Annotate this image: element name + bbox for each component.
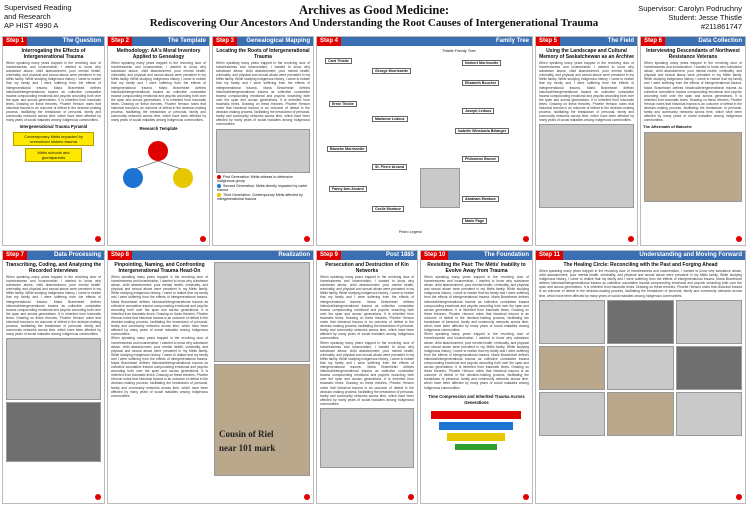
photo-2 [607,300,673,344]
panel-data-processing [2,250,105,504]
student-id: #211861747 [700,22,742,31]
step-label: Step 9 [317,251,341,260]
panel-title: Data Collection [665,37,745,46]
diagram-bar-1 [431,411,521,419]
panel-field [535,36,638,246]
step-label: Step 5 [536,37,560,46]
tree-card-thistle: Card Thistle [325,58,352,64]
photo-6 [676,346,742,390]
tree-philomene: Philomene Brunet [462,156,499,162]
panel-title: The Field [560,37,637,46]
step-label: Step 3 [213,37,237,46]
panel-subtitle: Persecution and Destruction of Kin Networks [325,262,409,274]
marker-dot [95,236,101,242]
diagram-bar-3 [447,433,505,441]
panel-body-text: When speaking many years trapped in the revolving door of homelessness and incarceration, I wanted to know why substance abuse, child abandonment, poor mental health, criminality, and physical and sexual abuse were prevalent in my Métis family. While studying Indigenous history, I came to realize that my family and I were suffering from the effects of intergenerational trauma. Maria Braveheart defines historical/intergenerational trauma as collective cumulative trauma compounding emotional and psychic wounding both over the span and across generations. It is inherited from traumatic times. Drawing on these theories, Phoebe Henson notes that historical trauma is an outcome of defeat in the decision-making process, facilitating the breakdown of personal, family and community networks across time, which have been affected by many years of social maladies among Indigenous communities. [6,275,101,337]
panel-body-text-2: When speaking many years trapped in the revolving door of homelessness and incarceration, I wanted to know why substance abuse, child abandonment, poor mental health, criminality, and physical and sexual abuse were prevalent in my Métis family. While studying Indigenous history, I came to realize that my family and I were suffering from the effects of intergenerational trauma. Maria Braveheart defines historical/intergenerational trauma as collective cumulative trauma compounding emotional and psychic wounding both over the span and across generations. It is inherited from traumatic times. Drawing on these theories, Phoebe Henson notes that historical trauma is an outcome of defeat in the decision-making process, facilitating the breakdown of personal, family and community networks across time, which have been affected by many years of social maladies among Indigenous communities. [111,336,208,398]
tree-legend: Pedro Legend [399,230,422,234]
marker-dot [628,236,634,242]
photo-3 [676,300,742,344]
tree-cecile: Cecile Montour [372,206,404,212]
marker-dot [200,236,206,242]
diagram-bar-4 [455,444,497,450]
tree-blanche: Blanche Morrissette [327,146,367,152]
tree-isabelle: Isabelle Winslow/a Bélanger [455,128,509,134]
panel-body-text-2: When speaking many years trapped in the revolving door of homelessness and incarceration, I wanted to know why substance abuse, child abandonment, poor mental health, criminality, and physical and sexual abuse were prevalent in my Métis family. While studying Indigenous history, I came to realize that my family and I were suffering from the effects of intergenerational trauma. Maria Braveheart defines historical/intergenerational trauma as collective cumulative trauma compounding emotional and psychic wounding both over the span and across generations. It is inherited from traumatic times. Drawing on these theories, Phoebe Henson notes that historical trauma is an outcome of defeat in the decision-making process, facilitating the breakdown of personal, family and community networks across time, which have been affected by many years of social maladies among Indigenous communities. [320,340,414,406]
panel-question [2,36,105,246]
panel-subtitle: Revisiting the Past: The Métis' Inability to Evolve Away from Trauma [427,262,526,274]
panel-title: The Foundation [448,251,532,260]
marker-dot [304,494,310,500]
panel-body-text: When speaking many years trapped in the revolving door of homelessness and incarceration, I wanted to know why substance abuse, child abandonment, poor mental health, criminality, and physical and sexual abuse were prevalent in my Métis family. While studying Indigenous history, I came to realize that my family and I were suffering from the effects of intergenerational trauma. Maria Braveheart defines historical/intergenerational trauma as collective cumulative trauma compounding emotional and psychic wounding both over the span and across generations. It is inherited from traumatic times. Drawing on these theories, Phoebe Henson notes that historical trauma is an outcome of defeat in the decision-making process, facilitating the breakdown of personal, family and community networks across time, which have been affected by many years of social maladies among Indigenous communities. [111,61,206,123]
marker-dot [523,236,529,242]
photo-grid [536,298,745,438]
panel-body-text: When speaking many years trapped in the revolving door of homelessness and incarceration, I wanted to know why substance abuse, child abandonment, poor mental health, criminality, and physical and sexual abuse were prevalent in my Métis family. While studying Indigenous history, I came to realize that my family and I were suffering from the effects of intergenerational trauma. Maria Braveheart defines historical/intergenerational trauma as collective cumulative trauma compounding emotional and psychic wounding both over the span and across generations. It is inherited from traumatic times. Drawing on these theories, Phoebe Henson notes that historical trauma is an outcome of defeat in the decision-making process, facilitating the breakdown of personal, family and community networks across time, which have been affected by many years of social maladies among Indigenous communities. [216,61,310,127]
supervisor-name: Supervisor: Carolyn Podruchny [638,4,742,13]
realization-photo-1 [214,262,310,362]
pyramid-layer-top: Contemporary Métis impacted by unresolved historic trauma [13,132,94,146]
legend-third-generation: Third Generation: Contemporary Métis affected by intergenerational trauma [217,192,303,202]
panel-subtitle: Pinpointing, Naming, and Confronting Intergenerational Trauma Head-On [114,262,205,274]
panel-title: Post 1885 [341,251,417,260]
time-compression-diagram [421,407,532,453]
course-line-3: AP HIST 4990 A [4,21,59,30]
tree-elizabeth: Elizabeth Boucher [462,80,499,86]
pyramid-layer-bottom: Métis schools and grandparents [25,148,82,162]
course-line-1: Supervised Reading [4,3,72,12]
panel-data-collection [640,36,746,246]
diagram-title: Time Compression and Inherited Trauma Across Generations [428,393,525,405]
panel-subtitle: Methodology: AA's Moral Inventory Applied to Genealogy [116,48,201,60]
panel-foundation [420,250,533,504]
diagram-bar-2 [439,422,513,430]
template-node-top [148,141,168,161]
panel-body-text-2: When speaking many years trapped in the revolving door of homelessness and incarceration, I wanted to know why substance abuse, child abandonment, poor mental health, criminality, and physical and sexual abuse were prevalent in my Métis family. While studying Indigenous history, I came to realize that my family and I were suffering from the effects of intergenerational trauma. Maria Braveheart defines historical/intergenerational trauma as collective cumulative trauma compounding emotional and psychic wounding both over the span and across generations. It is inherited from traumatic times. Drawing on these theories, Phoebe Henson notes that historical trauma is an outcome of defeat in the decision-making process, facilitating the breakdown of personal, family and community networks across time, which have been affected by many years of social maladies among Indigenous communities. [424,332,529,390]
poster-subtitle: Rediscovering Our Ancestors And Understanding the Root Causes of Intergenerational Trauma [149,17,599,29]
template-caption: Research Template [139,126,178,132]
panel-genealogical-mapping [212,36,314,246]
tree-george: George Morrissette [372,68,411,74]
panel-title: The Template [132,37,209,46]
panel-title: Genealogical Mapping [237,37,313,46]
author-info [638,4,742,31]
panel-title: The Question [27,37,104,46]
photo-9 [676,392,742,436]
panel-body-text: When speaking many years trapped in the revolving door of homelessness and incarceration, I wanted to know why substance abuse, child abandonment, poor mental health, criminality, and physical and sexual abuse were prevalent in my Métis family. While studying Indigenous history, I came to realize that my family and I were suffering from the effects of intergenerational trauma. Maria Braveheart defines historical/intergenerational trauma as collective cumulative trauma compounding emotional and psychic wounding both over the span and across generations. It is inherited from traumatic times. Drawing on these theories, Phoebe Henson notes that historical trauma is an outcome of defeat in the decision-making process, facilitating the breakdown of personal, family and community networks across time, which have been affected by many years of social maladies among Indigenous communities. [424,275,529,333]
processing-photo-1 [6,338,101,400]
panel-title: Data Processing [27,251,104,260]
tree-marie: Marie Page [462,218,487,224]
panel-body-text: When speaking many years trapped in the revolving door of homelessness and incarceration, I wanted to know why substance abuse, child abandonment, poor mental health, criminality, and physical and sexual abuse were prevalent in my Métis family. While studying Indigenous history, I came to realize that my family and I were suffering from the effects of intergenerational trauma. Maria Braveheart defines historical/intergenerational trauma as collective cumulative trauma compounding emotional and psychic wounding both over the span and across generations. It is inherited from traumatic times. Drawing on these theories, Phoebe Henson notes that historical trauma is an outcome of defeat in the decision-making process, facilitating the breakdown of personal, family and community networks across time, which have been affected by many years of social maladies among Indigenous communities. [539,269,742,298]
riel-headstone-photo [214,364,310,476]
photo-8 [607,392,673,436]
panel-body-text: When speaking many years trapped in the revolving door of homelessness and incarceration, I wanted to know why substance abuse, child abandonment, poor mental health, criminality, and physical and sexual abuse were prevalent in my Métis family. While studying Indigenous history, I came to realize that my family and I were suffering from the effects of intergenerational trauma. Maria Braveheart defines historical/intergenerational trauma as collective cumulative trauma compounding emotional and psychic wounding both over the span and across generations. It is inherited from traumatic times. Drawing on these theories, Phoebe Henson notes that historical trauma is an outcome of defeat in the decision-making process, facilitating the breakdown of personal, family and community networks across time, which have been affected by many years of social maladies among Indigenous communities. [539,61,634,123]
panel-body-text: When speaking many years trapped in the revolving door of homelessness and incarceration, I wanted to know why substance abuse, child abandonment, poor mental health, criminality, and physical and sexual abuse were prevalent in my Métis family. While studying Indigenous history, I came to realize that my family and I were suffering from the effects of intergenerational trauma. Maria Braveheart defines historical/intergenerational trauma as collective cumulative trauma compounding emotional and psychic wounding both over the span and across generations. It is inherited from traumatic times. Drawing on these theories, Phoebe Henson notes that historical trauma is an outcome of defeat in the decision-making process, facilitating the breakdown of personal, family and community networks across time, which have been affected by many years of social maladies among Indigenous communities. [320,275,414,341]
panel-subtitle: Locating the Roots of Intergenerational Trauma [216,48,310,60]
tree-joseph: Joseph Ledoux [462,108,494,114]
tree-st-pierre: St. Pierre Arcand [372,164,407,170]
marker-dot [523,494,529,500]
tree-abraham: Abraham Montour [462,196,499,202]
panel-subtitle: Interviewing Descendants of Northwest Resistance Veterans [646,48,740,60]
tree-subtitle: Thistle Family Tree [442,48,476,53]
photo-7 [539,392,605,436]
panel-post-1885 [316,250,418,504]
photo-5 [607,346,673,390]
pyramid-caption: Intergenerational Trauma Pyramid [19,124,88,130]
student-name: Student: Jesse Thistle [668,13,742,22]
marker-dot [95,494,101,500]
legend-first-generation: First Generation: Métis witness to defensive Indigenous group [217,174,293,184]
panel-realization [107,250,314,504]
step-label: Step 11 [536,251,563,260]
panel-family-tree [316,36,533,246]
photo-caption: The Aftermath of Batoche [643,124,692,130]
family-tree-diagram [317,46,532,245]
panel-subtitle: Transcribing, Coding, and Analyzing the Recorded Interviews [5,262,102,274]
panel-body-text: When speaking many years trapped in the revolving door of homelessness and incarceration, I wanted to know why substance abuse, child abandonment, poor mental health, criminality, and physical and sexual abuse were prevalent in my Métis family. While studying Indigenous history, I came to realize that my family and I were suffering from the effects of intergenerational trauma. Maria Braveheart defines historical/intergenerational trauma as collective cumulative trauma compounding emotional and psychic wounding both over the span and across generations. It is inherited from traumatic times. Drawing on these theories, Phoebe Henson notes that historical trauma is an outcome of defeat in the decision-making process, facilitating the breakdown of personal, family and community networks across time, which have been affected by many years of social maladies among Indigenous communities. [644,61,742,123]
batoche-photo [644,132,742,202]
panel-title: Understanding and Moving Forward [563,251,745,260]
template-node-left [123,168,143,188]
headstone-caption-1: Cousin of Riel [219,429,274,439]
post-1885-photo [320,408,414,468]
marker-dot [304,236,310,242]
panel-title: Family Tree [341,37,532,46]
panel-subtitle: Using the Landscape and Cultural Memory of Saskatchewan as an Archive [539,48,634,60]
photo-4 [539,346,605,390]
panel-body-text: When speaking many years trapped in the revolving door of homelessness and incarceration, I wanted to know why substance abuse, child abandonment, poor mental health, criminality, and physical and sexual abuse were prevalent in my Métis family. While studying Indigenous history, I came to realize that my family and I were suffering from the effects of intergenerational trauma. Maria Braveheart defines historical/intergenerational trauma as collective cumulative trauma compounding emotional and psychic wounding both over the span and across generations. It is inherited from traumatic times. Drawing on these theories, Phoebe Henson notes that historical trauma is an outcome of defeat in the decision-making process, facilitating the breakdown of personal, family and community networks across time, which have been affected by many years of social maladies among Indigenous communities. [111,275,208,337]
panel-template [107,36,210,246]
template-node-right [173,168,193,188]
processing-photo-2 [6,402,101,462]
legend-second-generation: Second Generation: Métis directly impacted by cartel trauma [217,183,308,193]
photo-1 [539,300,605,344]
step-label: Step 1 [3,37,27,46]
step-label: Step 4 [317,37,341,46]
research-template-diagram [108,133,209,193]
tree-marianne: Marianne Ledoux [372,116,408,122]
step-label: Step 2 [108,37,132,46]
step-label: Step 6 [641,37,665,46]
step-label: Step 8 [108,251,132,260]
marker-dot [408,494,414,500]
saskatchewan-map [539,124,634,208]
marker-dot [736,494,742,500]
headstone-caption-2: near 101 mark [219,443,276,453]
panel-subtitle: The Healing Circle: Reconciling with the Past and Forging Ahead [563,262,718,268]
generation-legend [213,175,313,203]
poster-title: Archives as Good Medicine: [298,3,450,17]
panel-title: Realization [132,251,313,260]
genealogy-photo [216,129,310,173]
panel-body-text: When speaking many years trapped in the revolving door of homelessness and incarceration, I wanted to know why substance abuse, child abandonment, poor mental health, criminality, and physical and sexual abuse were prevalent in my Métis family. While studying Indigenous history, I came to realize that my family and I were suffering from the effects of intergenerational trauma. Maria Braveheart defines historical/intergenerational trauma as collective cumulative trauma compounding emotional and psychic wounding both over the span and across generations. It is inherited from traumatic times. Drawing on these theories, Phoebe Henson notes that historical trauma is an outcome of defeat in the decision-making process, facilitating the breakdown of personal, family and community networks across time, which have been affected by many years of social maladies among Indigenous communities. [6,61,101,123]
panel-subtitle: Interrogating the Effects of Intergenerational Trauma [21,48,86,60]
step-label: Step 7 [3,251,27,260]
step-label: Step 10 [421,251,448,260]
tree-norbert: Norbert Morrissette [462,60,501,66]
tree-ernie: Ernie Thistle [329,101,357,107]
course-line-2: and Research [4,12,51,21]
tree-fanny: Fanny Ann Arcand [329,186,367,192]
panel-moving-forward [535,250,746,504]
marker-dot [736,236,742,242]
tree-photo [420,168,460,208]
